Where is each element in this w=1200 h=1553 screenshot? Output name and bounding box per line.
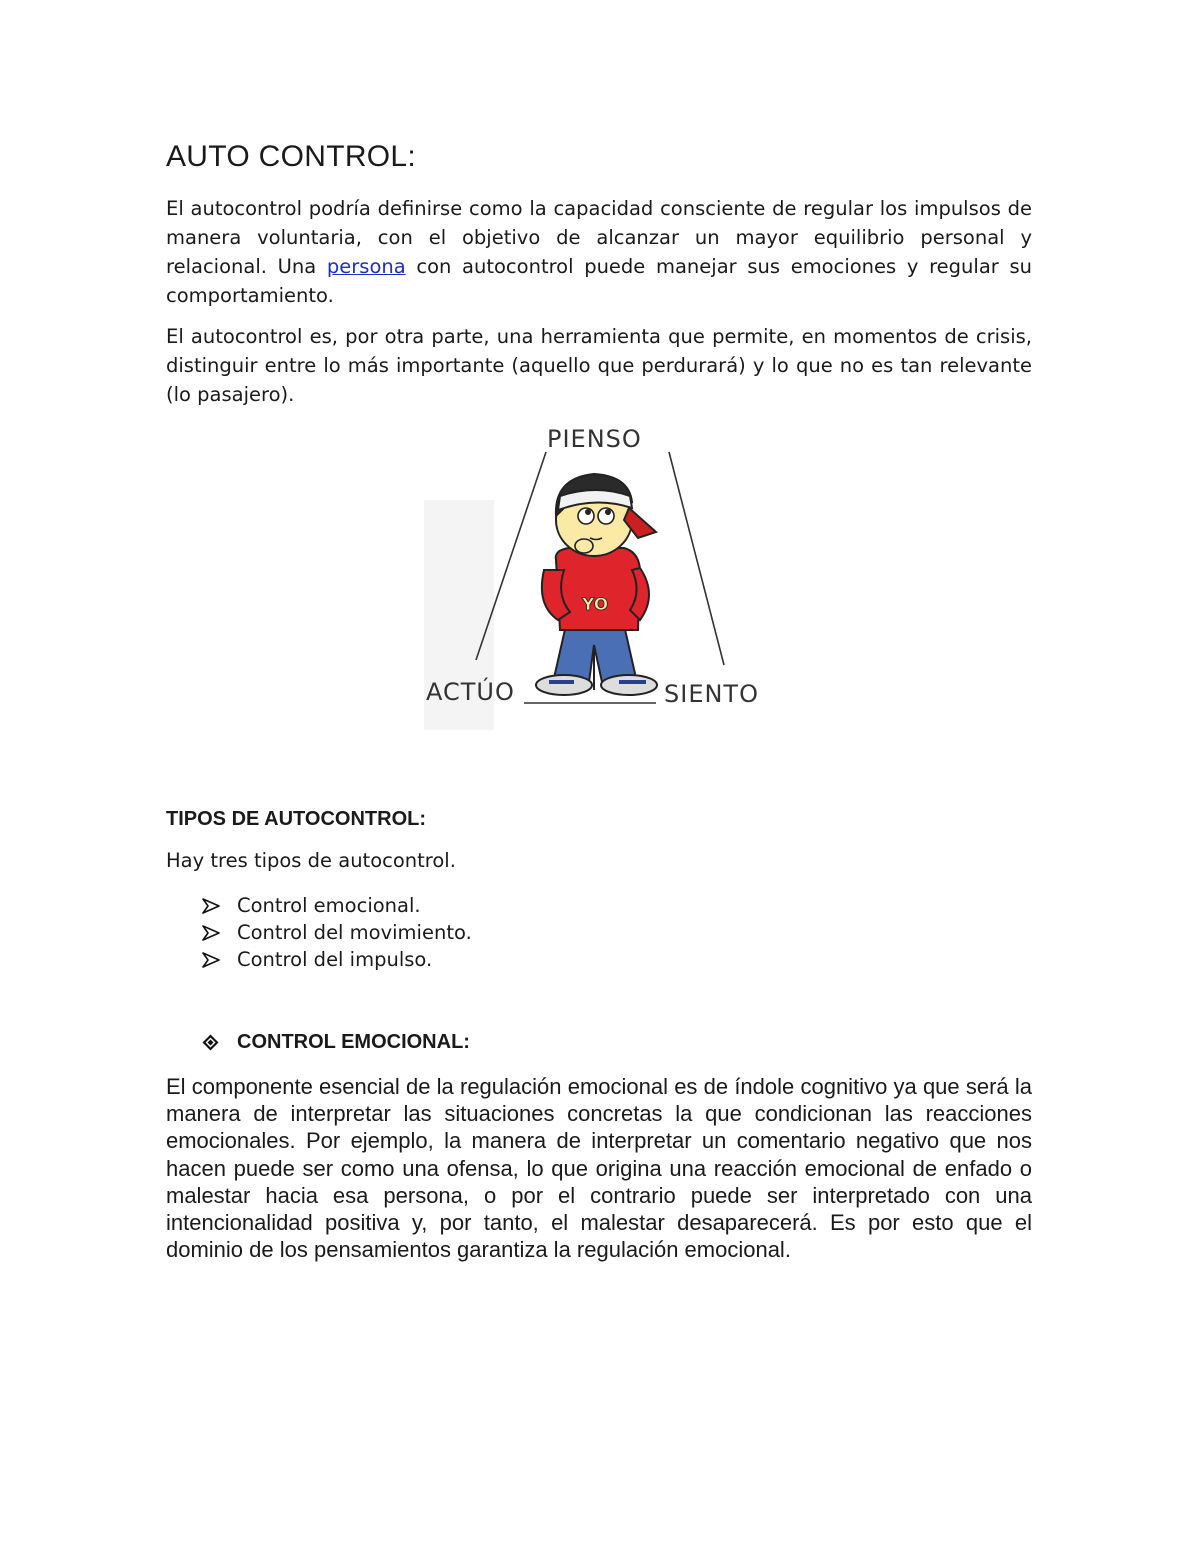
pienso-siento-actuo-illustration [424,420,784,740]
diamond-bullet-icon [202,1034,219,1051]
paragraph-emotional-regulation: El componente esencial de la regulación emocional es de índole cognitivo ya que será la manera de interpretar las situaciones concretas la que condicionan las reacciones emocionales. Por ejemplo, la manera de interpretar un comentario negativo que nos hacen puede ser como una ofensa, lo que origina una reacción emocional de enfado o malestar hacia esa persona, o por el contrario puede ser interpretado con una intencionalidad positiva y, por tanto, el malestar desaparecerá. Es por esto que el dominio de los pensamientos garantiza la regulación emocional. [166,1074,1032,1263]
list-item [202,892,472,919]
intro-text: Hay tres tipos de autocontrol. [166,849,456,872]
red-shirt [556,548,640,630]
section-heading-tipos: TIPOS DE AUTOCONTROL: [166,808,426,830]
arrow-bullet-icon [202,952,220,968]
paragraph-tool: El autocontrol es, por otra parte, una herramienta que permite, en momentos de crisis, distinguir entre lo más importante (aquello que perdurará) y lo que no es tan relevante (lo pasajero). [166,325,1032,406]
arrow-bullet-icon [202,925,220,941]
cartoon-boy [536,474,657,695]
left-shoe [536,675,592,695]
list-item-text: Control emocional. [237,894,421,917]
list-item [202,919,472,946]
illustration-svg [424,420,784,740]
sub-heading-control-emocional [202,1031,470,1054]
document-title: AUTO CONTROL: [166,140,417,173]
thinking-hand [575,539,593,553]
list-item-text: Control del movimiento. [237,921,472,944]
triangle-right-line [669,452,724,665]
arrow-bullet-icon [202,898,220,914]
sub-heading-text: CONTROL EMOCIONAL: [237,1031,470,1053]
document-page [166,0,1032,1553]
left-pupil [585,509,591,515]
list-item [202,946,472,973]
right-pupil [605,509,611,515]
persona-link[interactable]: persona [326,255,406,278]
right-shoe [601,675,657,695]
paragraph-definition [166,194,1032,310]
label-siento: SIENTO [664,680,759,708]
list-item-text: Control del impulso. [237,948,433,971]
label-actuo: ACTÚO [426,678,515,706]
paragraph-definition-text-start: El autocontrol podría definirse como la capacidad consciente de regular los impulsos de manera voluntaria, con el objetivo de alcanzar un mayor equilibrio personal y relacional. Una [166,197,1032,278]
paragraph-definition-text-end: con autocontrol puede manejar sus emociones y regular su comportamiento. [166,255,1032,307]
autocontrol-types-list [202,892,472,973]
shirt-yo-text: YO [582,595,609,615]
label-pienso: PIENSO [547,425,642,453]
